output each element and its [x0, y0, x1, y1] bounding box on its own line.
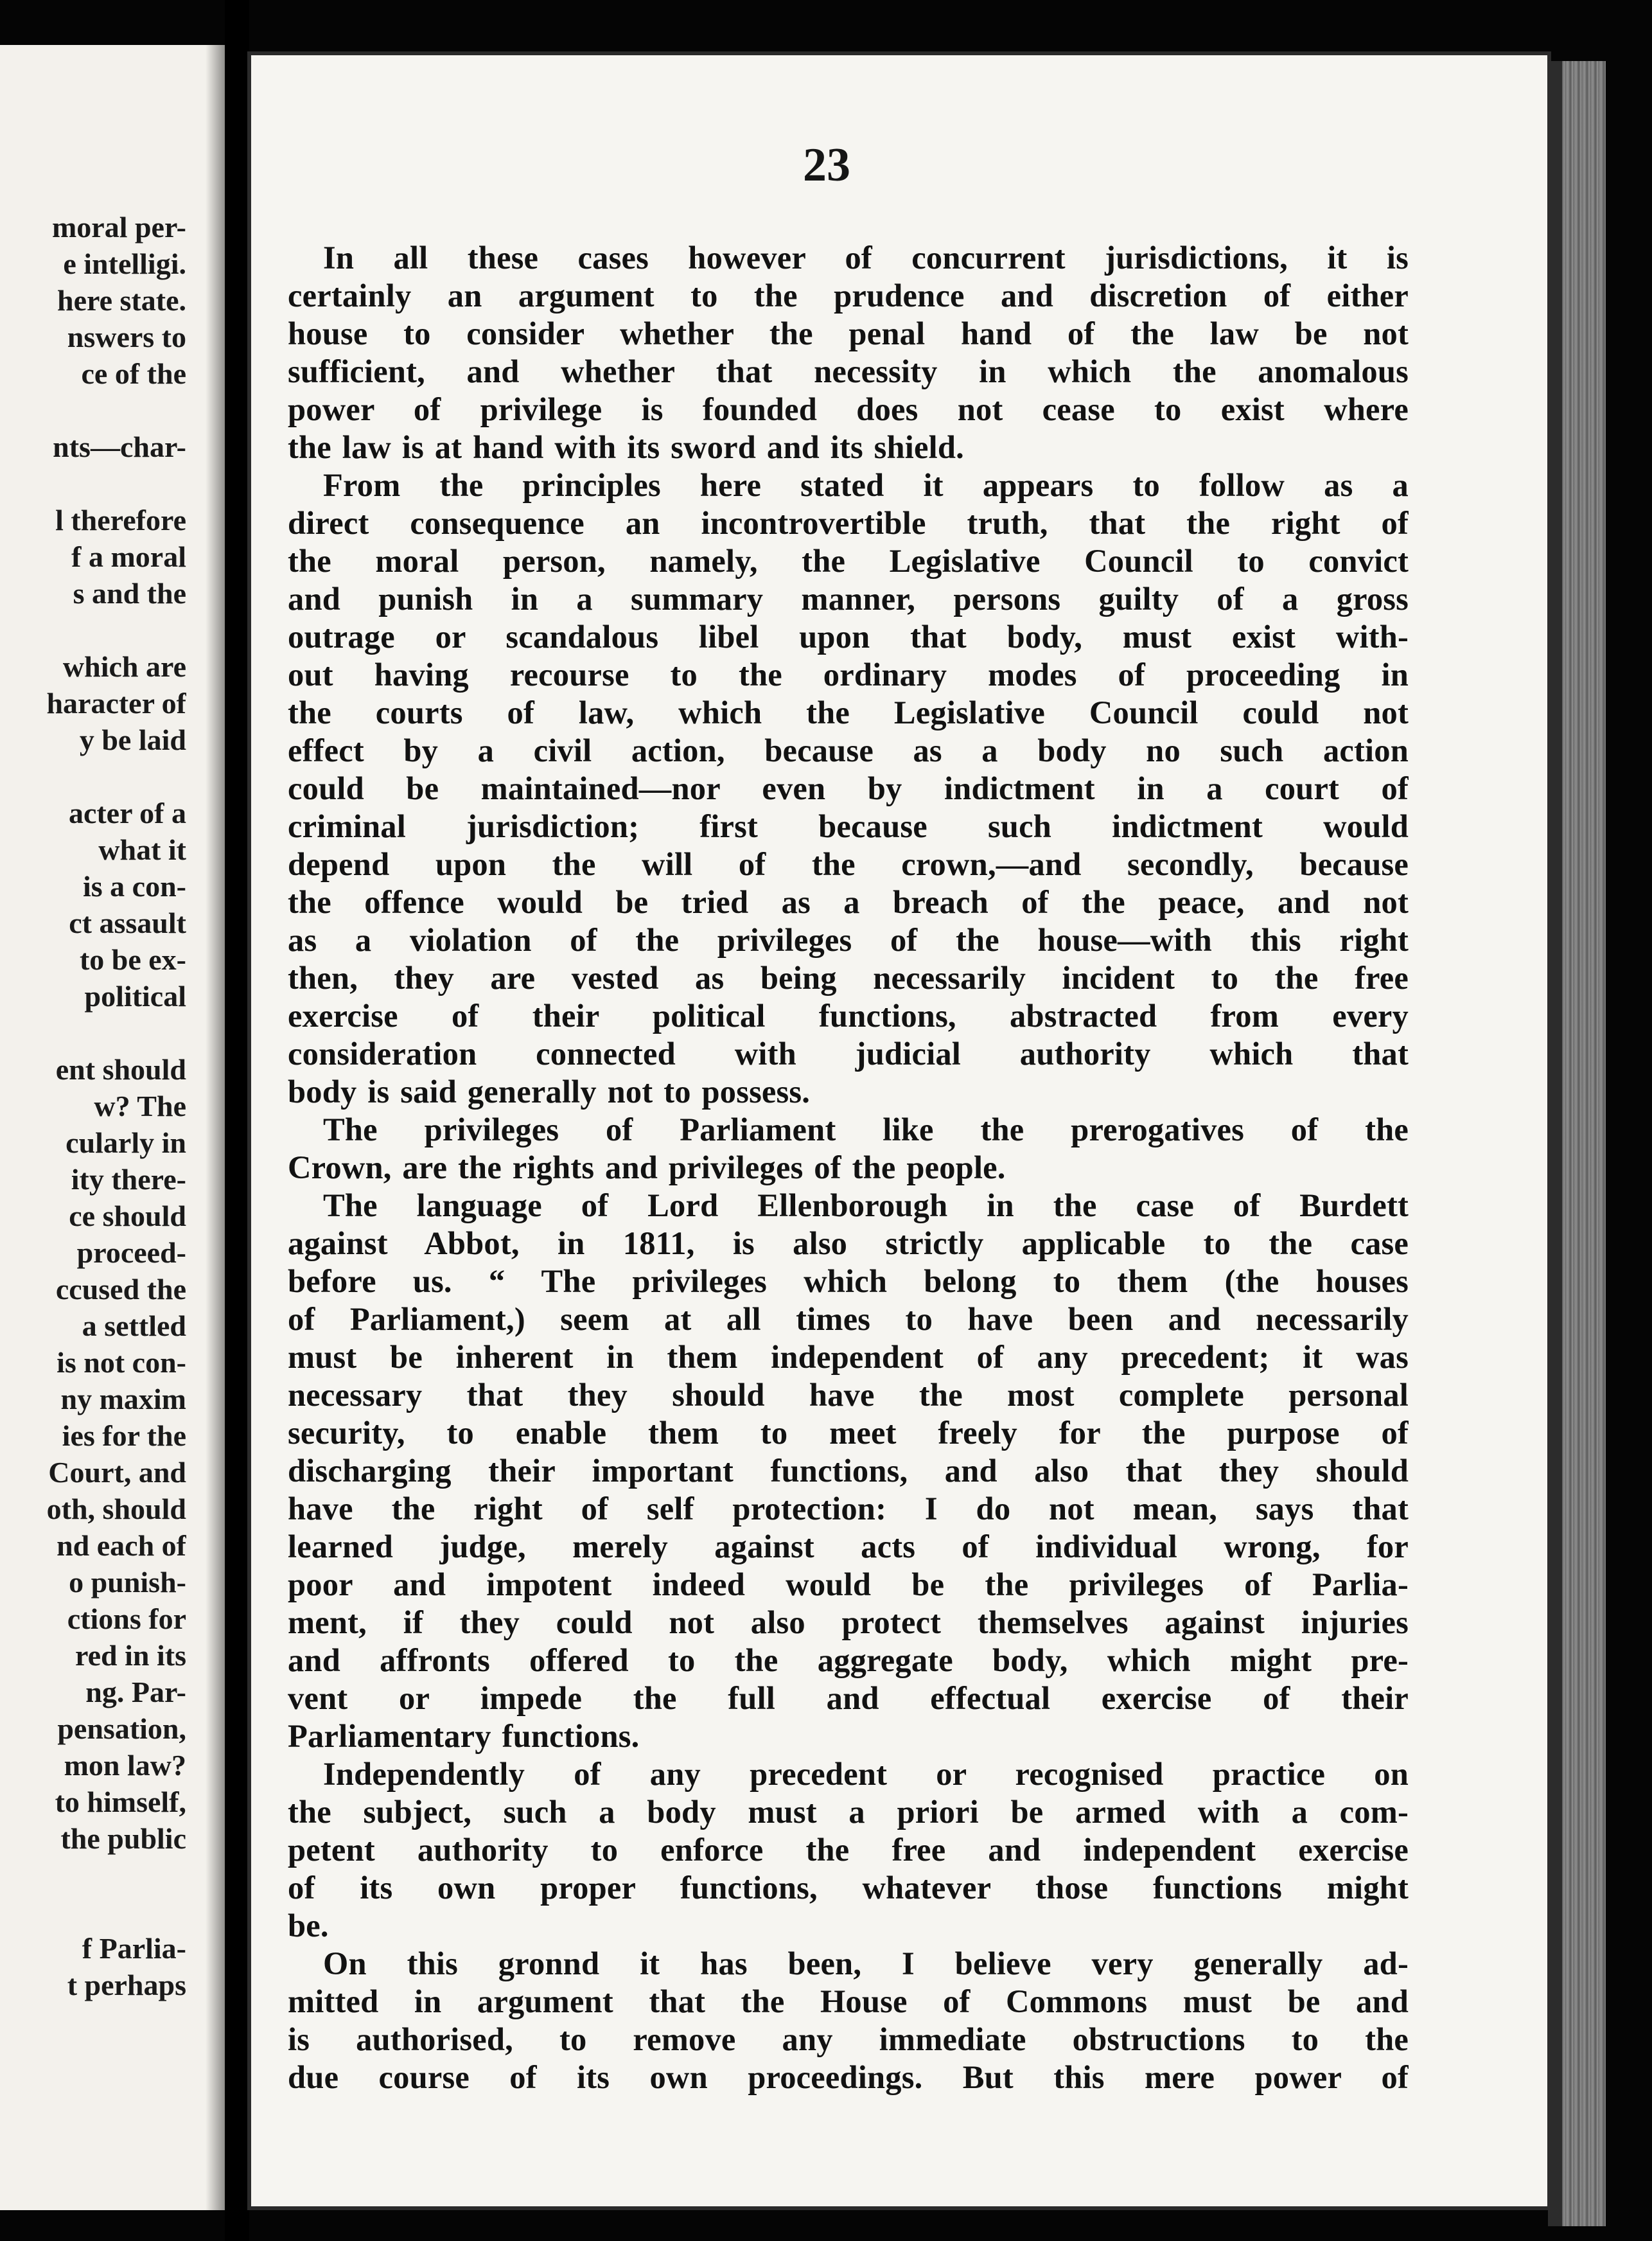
text-line: The privileges of Parliament like the prerogatives of the	[323, 1112, 1409, 1147]
text-line: be.	[288, 1908, 329, 1944]
left-page-line: which are	[62, 650, 186, 683]
book-spine	[225, 0, 249, 2241]
left-page-line: is a con-	[83, 870, 186, 903]
left-page-line: ct assault	[69, 907, 186, 939]
left-page-line: mon law?	[64, 1749, 186, 1782]
left-page-line	[0, 1893, 186, 1930]
left-facing-page	[0, 45, 231, 2210]
text-line: necessary that they should have the most complete personal	[288, 1377, 1409, 1413]
left-page-line	[0, 465, 186, 502]
left-page-line: nd each of	[57, 1529, 186, 1562]
text-line: On this gronnd it has been, I believe very generally ad-	[323, 1945, 1409, 1981]
text-line: direct consequence an incontrovertible truth, that the right of	[288, 505, 1409, 541]
text-line: the courts of law, which the Legislative Council could not	[288, 695, 1409, 731]
text-line: petent authority to enforce the free and independent exercise	[288, 1832, 1409, 1868]
text-line: mitted in argument that the House of Commons must be and	[288, 1983, 1409, 2019]
page-body-text	[288, 239, 1409, 2096]
left-page-line: f a moral	[71, 540, 186, 573]
left-page-line: nswers to	[67, 321, 186, 353]
left-page-line: moral per-	[51, 211, 186, 244]
text-line: vent or impede the full and effectual exercise of their	[288, 1680, 1409, 1716]
text-line: as a violation of the privileges of the house—with this right	[288, 922, 1409, 958]
text-line: against Abbot, in 1811, is also strictly applicable to the case	[288, 1225, 1409, 1261]
left-page-line	[0, 758, 186, 795]
text-line: before us. “ The privileges which belong to them (the houses	[288, 1263, 1409, 1299]
text-line: have the right of self protection: I do not mean, says that	[288, 1491, 1409, 1527]
left-page-line: s and the	[73, 577, 186, 610]
text-line: the moral person, namely, the Legislative Council to convict	[288, 543, 1409, 579]
text-line: then, they are vested as being necessarily incident to the free	[288, 960, 1409, 996]
text-line: house to consider whether the penal hand of the law be not	[288, 315, 1409, 351]
text-line: sufficient, and whether that necessity in which the anomalous	[288, 353, 1409, 389]
text-line: From the principles here stated it appears to follow as a	[323, 467, 1409, 503]
text-line: security, to enable them to meet freely for the purpose of	[288, 1415, 1409, 1451]
left-page-line: ccused the	[55, 1273, 186, 1306]
left-page-line: to himself,	[55, 1785, 186, 1818]
text-line: due course of its own proceedings. But this mere power of	[288, 2059, 1409, 2095]
left-page-line: ies for the	[62, 1419, 186, 1452]
text-line: consideration connected with judicial authority which that	[288, 1036, 1409, 1072]
left-page-line: ity there-	[71, 1163, 186, 1196]
left-page-line: cularly in	[66, 1126, 186, 1159]
text-line: Independently of any precedent or recognised practice on	[323, 1756, 1409, 1792]
left-page-line: here state.	[57, 284, 186, 317]
left-page-line: ctions for	[67, 1602, 186, 1635]
left-page-line: l therefore	[55, 504, 186, 536]
text-line: depend upon the will of the crown,—and secondly, because	[288, 846, 1409, 882]
text-line: the law is at hand with its sword and its shield.	[288, 429, 964, 465]
text-line: criminal jurisdiction; first because such indictment would	[288, 808, 1409, 844]
left-page-line: e intelligi.	[63, 247, 186, 280]
left-page-line	[0, 1014, 186, 1051]
text-line: power of privilege is founded does not cease to exist where	[288, 391, 1409, 427]
text-line: outrage or scandalous libel upon that body, must exist with-	[288, 619, 1409, 655]
text-line: In all these cases however of concurrent jurisdictions, it is	[323, 240, 1409, 276]
left-page-line: political	[84, 980, 186, 1013]
text-line: discharging their important functions, and also that they should	[288, 1453, 1409, 1489]
text-line: of Parliament,) seem at all times to have been and necessarily	[288, 1301, 1409, 1337]
left-page-line: red in its	[75, 1639, 186, 1672]
text-line: and punish in a summary manner, persons guilty of a gross	[288, 581, 1409, 617]
left-page-line: ce should	[69, 1200, 186, 1232]
text-line: effect by a civil action, because as a body no such action	[288, 732, 1409, 768]
text-line: exercise of their political functions, abstracted from every	[288, 998, 1409, 1034]
text-line: poor and impotent indeed would be the privileges of Parlia-	[288, 1566, 1409, 1602]
left-page-line: to be ex-	[79, 943, 186, 976]
left-page-line: f Parlia-	[82, 1932, 186, 1965]
left-page-text-fragments	[0, 209, 186, 2003]
text-line: out having recourse to the ordinary modes of proceeding in	[288, 657, 1409, 693]
left-page-line: oth, should	[46, 1493, 186, 1525]
text-line: Crown, are the rights and privileges of the people.	[288, 1149, 1006, 1185]
left-page-line: y be laid	[79, 723, 186, 756]
text-line: ment, if they could not also protect themselves against injuries	[288, 1604, 1409, 1640]
left-page-line: is not con-	[57, 1346, 186, 1379]
left-page-line: ng. Par-	[85, 1676, 186, 1708]
left-page-line: o punish-	[69, 1566, 186, 1599]
text-line: is authorised, to remove any immediate obstructions to the	[288, 2021, 1409, 2057]
left-page-line	[0, 1857, 186, 1893]
text-line: the subject, such a body must a priori be armed with a com-	[288, 1794, 1409, 1830]
text-line: body is said generally not to possess.	[288, 1074, 811, 1110]
page-number: 23	[803, 139, 850, 191]
left-page-line	[0, 392, 186, 429]
left-page-line: nts—char-	[53, 430, 186, 463]
left-page-line: ent should	[55, 1053, 186, 1086]
text-line: certainly an argument to the prudence and discretion of either	[288, 278, 1409, 314]
left-page-line: what it	[98, 833, 186, 866]
left-page-line: acter of a	[68, 797, 186, 829]
text-line: the offence would be tried as a breach of the peace, and not	[288, 884, 1409, 920]
text-line: Parliamentary functions.	[288, 1718, 640, 1754]
text-line: The language of Lord Ellenborough in the case of Burdett	[323, 1187, 1409, 1223]
text-line: learned judge, merely against acts of individual wrong, for	[288, 1528, 1409, 1564]
left-page-line: w? The	[94, 1090, 186, 1122]
text-line: of its own proper functions, whatever those functions might	[288, 1870, 1409, 1906]
left-page-line	[0, 612, 186, 648]
left-page-line: ce of the	[81, 357, 186, 390]
page-edge-shadow	[1548, 61, 1562, 2226]
left-page-line: haracter of	[46, 687, 186, 720]
text-line: and affronts offered to the aggregate body, which might pre-	[288, 1642, 1409, 1678]
left-page-line: proceed-	[76, 1236, 186, 1269]
left-page-line: a settled	[82, 1309, 186, 1342]
text-line: must be inherent in them independent of any precedent; it was	[288, 1339, 1409, 1375]
page-edges	[1548, 61, 1606, 2226]
left-page-line: t perhaps	[67, 1969, 186, 2001]
left-page-line: pensation,	[57, 1712, 186, 1745]
left-page-line: ny maxim	[60, 1383, 186, 1415]
left-page-line: Court, and	[48, 1456, 186, 1489]
text-line: could be maintained—nor even by indictment in a court of	[288, 770, 1409, 806]
left-page-line: the public	[60, 1822, 186, 1855]
